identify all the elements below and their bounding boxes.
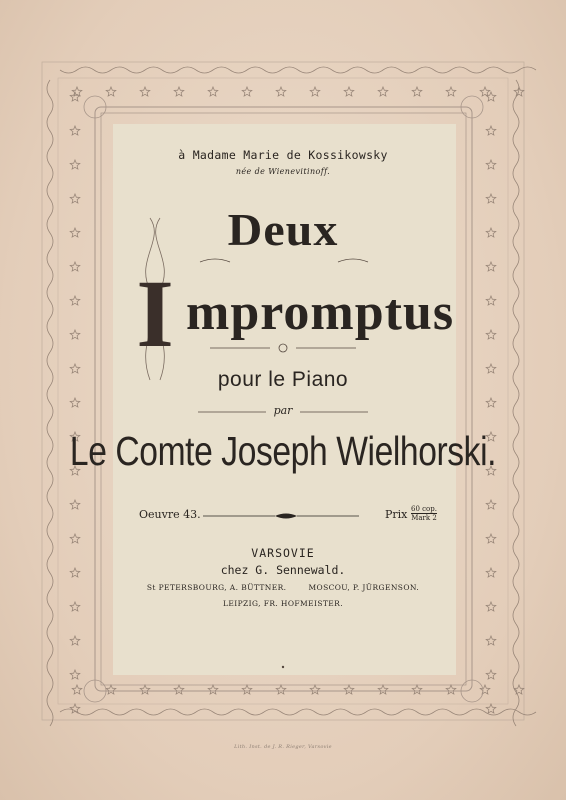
price-line-2: Mark 2 xyxy=(411,514,437,522)
title-initial-letter: I xyxy=(136,260,174,367)
agents-line-1 xyxy=(0,583,566,592)
opus-number: Oeuvre 43. xyxy=(139,508,201,521)
by-line: par xyxy=(273,404,293,417)
publisher-city: VARSOVIE xyxy=(251,546,315,560)
composer-name: Le Comte Joseph Wielhorski. xyxy=(69,428,497,474)
agent-st-petersburg: St PETERSBOURG, A. BÜTTNER. xyxy=(146,583,287,592)
price-label: Prix xyxy=(385,508,408,521)
agent-leipzig: LEIPZIG, FR. HOFMEISTER. xyxy=(222,599,343,608)
price-line-1: 60 cop. xyxy=(411,505,437,513)
price-value xyxy=(411,505,437,522)
title-word-impromptus: mpromptus xyxy=(186,284,455,341)
dedication-line-1: à Madame Marie de Kossikowsky xyxy=(178,148,388,162)
publisher-name: chez G. Sennewald. xyxy=(220,563,346,577)
title-word-deux: Deux xyxy=(227,205,339,256)
dedication-line-2: née de Wienevitinoff. xyxy=(235,167,331,176)
agent-moscow: MOSCOU, P. JÜRGENSON. xyxy=(308,583,420,592)
printer-credit: Lith. Inst. de J. R. Rieger, Varsovie xyxy=(234,744,332,750)
subtitle: pour le Piano xyxy=(217,368,349,391)
